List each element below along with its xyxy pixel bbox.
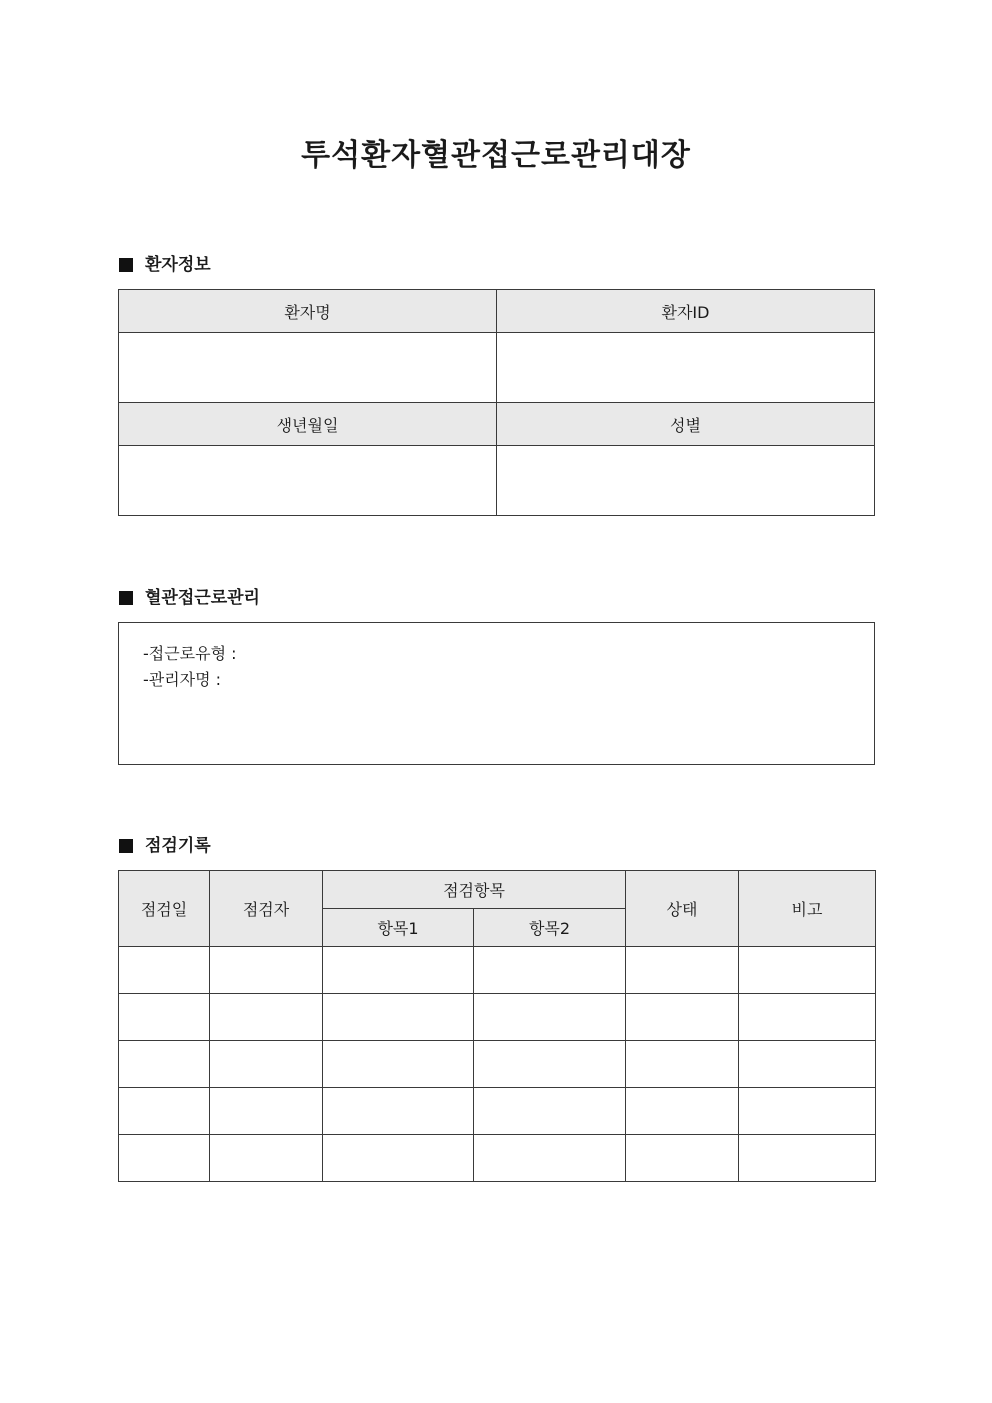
records-section-title: 점검기록 [145,836,211,856]
table-row [119,947,876,994]
square-bullet-icon [119,258,133,272]
table-cell[interactable] [626,994,739,1041]
table-row [119,994,876,1041]
table-cell[interactable] [119,947,210,994]
square-bullet-icon [119,839,133,853]
manager-name-line [143,669,221,691]
table-cell[interactable] [626,1088,739,1135]
patient-name-label: 환자명 [119,290,497,333]
header-status: 상태 [626,871,739,947]
table-cell[interactable] [739,1135,876,1182]
access-section-title: 혈관접근로관리 [145,588,260,608]
table-cell[interactable] [119,1088,210,1135]
gender-field[interactable] [497,446,875,516]
table-row [119,1088,876,1135]
table-cell[interactable] [323,994,474,1041]
patient-id-field[interactable] [497,333,875,403]
page-title: 투석환자혈관접근로관리대장 [301,138,691,173]
header-inspection-items: 점검항목 [323,871,626,909]
patient-id-label: 환자ID [497,290,875,333]
access-type-line [143,643,237,665]
access-section-heading [119,586,260,610]
table-cell[interactable] [323,1135,474,1182]
table-cell[interactable] [210,1135,323,1182]
table-cell[interactable] [474,1041,626,1088]
patient-info-table [118,289,875,516]
table-cell[interactable] [626,947,739,994]
header-item-2: 항목2 [474,909,626,947]
table-cell[interactable] [474,947,626,994]
table-cell[interactable] [739,1041,876,1088]
table-cell[interactable] [119,1135,210,1182]
table-cell[interactable] [210,947,323,994]
access-type-label: -접근로유형 : [143,644,237,663]
table-cell[interactable] [210,1088,323,1135]
table-cell[interactable] [739,1088,876,1135]
table-cell[interactable] [474,1135,626,1182]
header-item-1: 항목1 [323,909,474,947]
table-cell[interactable] [739,947,876,994]
patient-name-field[interactable] [119,333,497,403]
header-note: 비고 [739,871,876,947]
table-row [119,1135,876,1182]
manager-name-label: -관리자명 : [143,670,222,689]
inspection-records-table [118,870,876,1182]
table-cell[interactable] [323,1041,474,1088]
table-cell[interactable] [210,1041,323,1088]
table-cell[interactable] [323,947,474,994]
birth-date-field[interactable] [119,446,497,516]
table-cell[interactable] [119,994,210,1041]
table-cell[interactable] [119,1041,210,1088]
table-cell[interactable] [626,1135,739,1182]
patient-section-title: 환자정보 [145,255,211,275]
patient-section-heading [119,253,211,277]
table-row [119,1041,876,1088]
header-inspector: 점검자 [210,871,323,947]
gender-label: 성별 [497,403,875,446]
table-cell[interactable] [210,994,323,1041]
table-cell[interactable] [474,1088,626,1135]
birth-date-label: 생년월일 [119,403,497,446]
square-bullet-icon [119,591,133,605]
table-cell[interactable] [474,994,626,1041]
header-inspection-date: 점검일 [119,871,210,947]
table-cell[interactable] [739,994,876,1041]
access-info-box[interactable] [118,622,875,765]
table-cell[interactable] [323,1088,474,1135]
records-section-heading [119,834,211,858]
table-cell[interactable] [626,1041,739,1088]
